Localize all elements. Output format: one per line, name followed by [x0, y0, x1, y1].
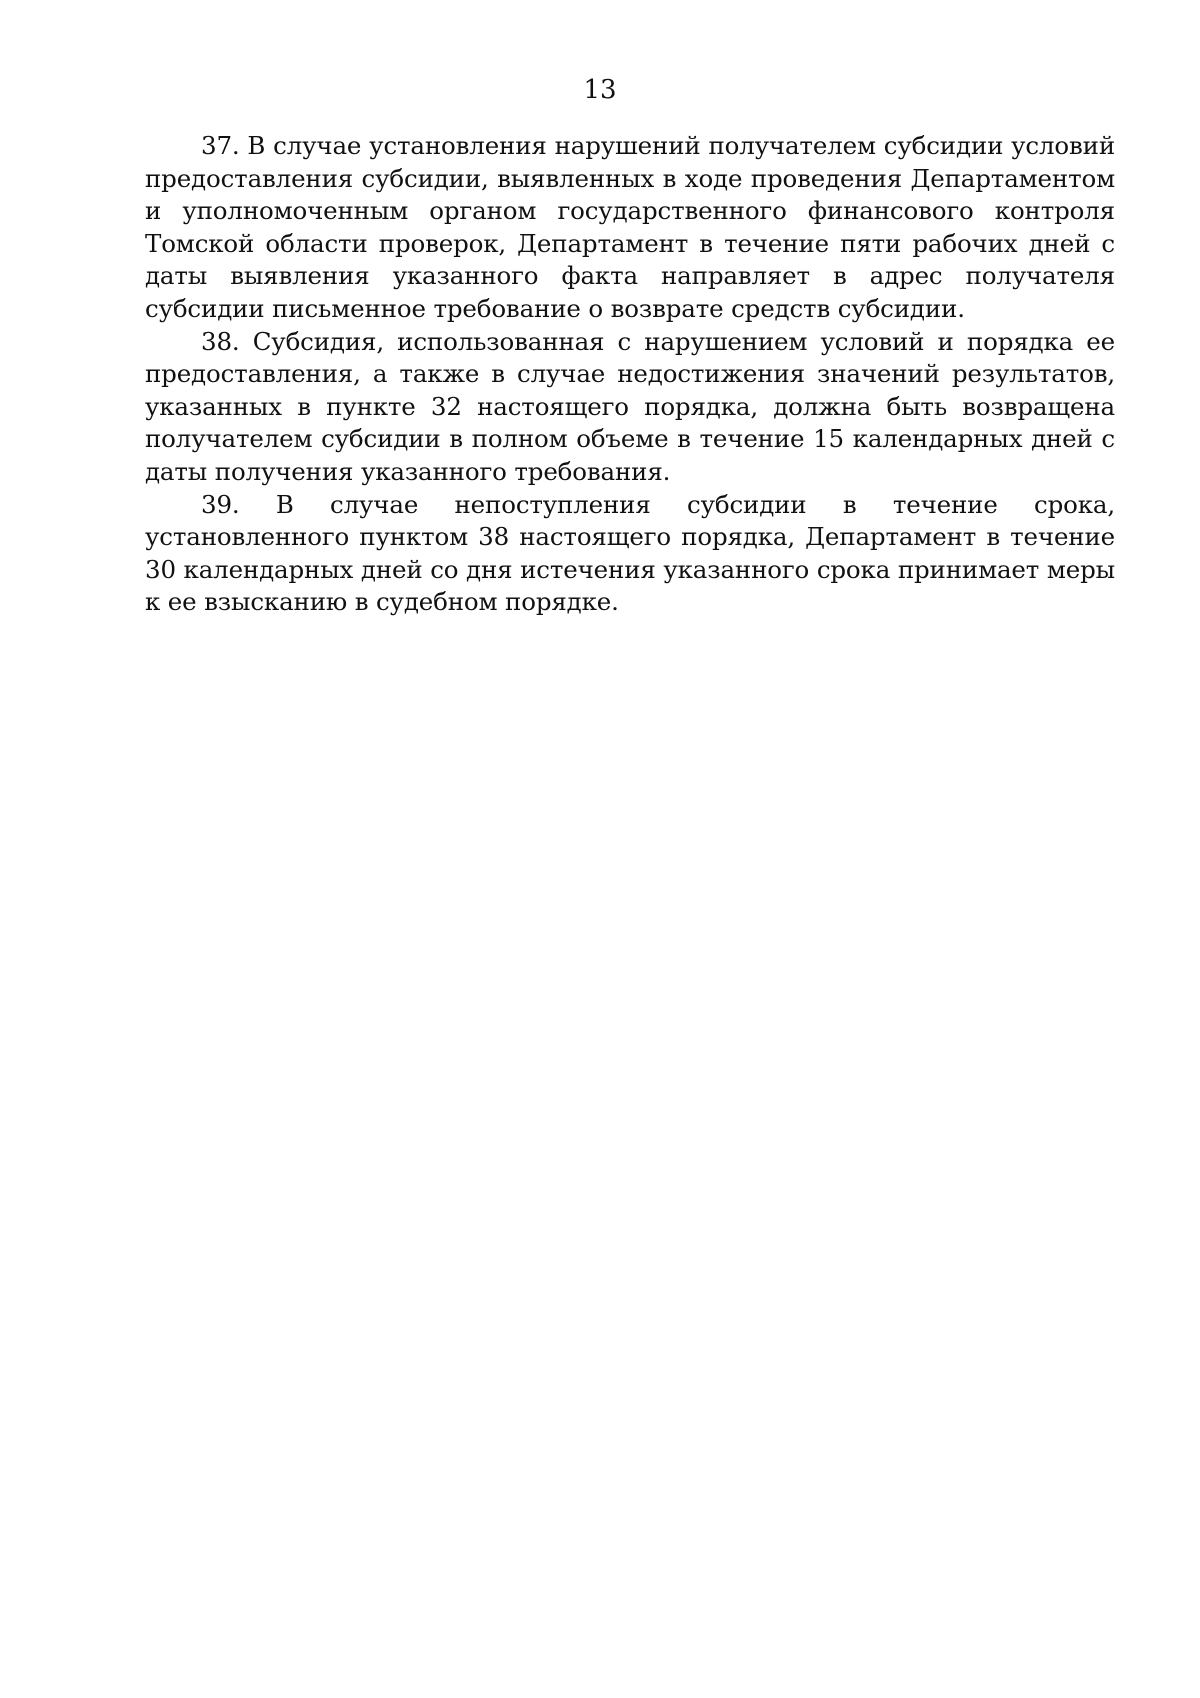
paragraph-38: 38. Субсидия, использованная с нарушением условий и порядка ее предоставления, а также в случае недостижения значений результатов, указанных в пункте 32 настоящего порядка, должна быть возвращена получателем субсидии в полном объеме в течение 15 календарных дней с даты получения указанного требования.: [145, 326, 1115, 486]
page-number: 13: [583, 75, 617, 105]
document-body: [145, 130, 1115, 619]
paragraph-39: 39. В случае непоступления субсидии в течение срока, установленного пунктом 38 настоящего порядка, Департамент в течение 30 календарных дней со дня истечения указанного срока принимает меры к ее взысканию в судебном порядке.: [145, 489, 1115, 617]
paragraph-37: 37. В случае установления нарушений получателем субсидии условий предоставления субсидии, выявленных в ходе проведения Департаментом и уполномоченным органом государственного финансового контроля Томской области проверок, Департамент в течение пяти рабочих дней с даты выявления указанного факта направляет в адрес получателя субсидии письменное требование о возврате средств субсидии.: [145, 131, 1115, 323]
